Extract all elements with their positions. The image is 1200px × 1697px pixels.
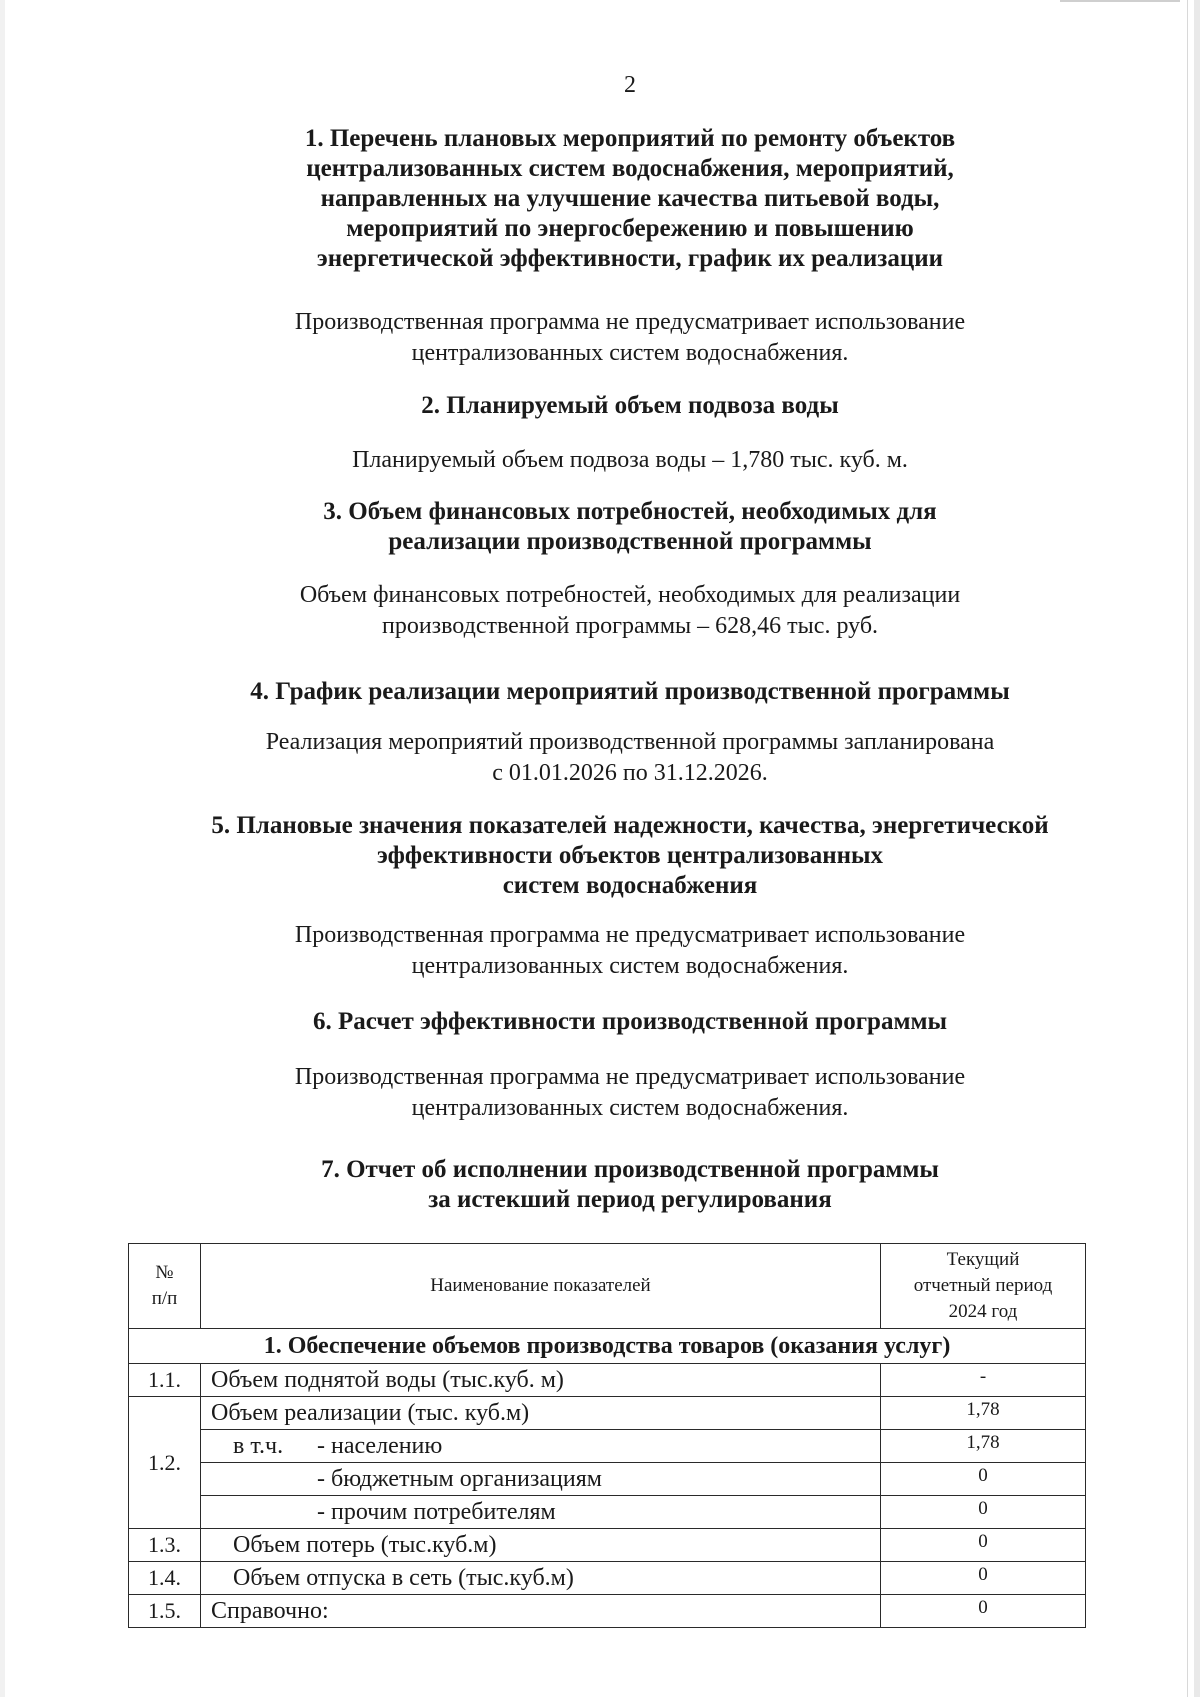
- header-period: Текущий отчетный период 2024 год: [881, 1244, 1086, 1329]
- row-prefix: в т.ч.: [233, 1432, 284, 1459]
- section-2-text: Планируемый объем подвоза воды – 1,780 тыс. куб. м.: [352, 447, 908, 473]
- section-3-heading: 3. Объем финансовых потребностей, необходимых для реализации производственной программы: [323, 498, 937, 555]
- table-section-row: [129, 1329, 1086, 1364]
- table-row: [129, 1364, 1086, 1397]
- row-num: 1.2.: [129, 1397, 201, 1529]
- row-name: Объем потерь (тыс.куб.м): [201, 1529, 881, 1562]
- section-4-text: Реализация мероприятий производственной программы запланирована с 01.01.2026 по 31.12.2026.: [265, 729, 995, 786]
- row-name: Объем поднятой воды (тыс.куб. м): [201, 1364, 881, 1397]
- table-row: [129, 1463, 1086, 1496]
- section-2-heading: 2. Планируемый объем подвоза воды: [421, 392, 839, 419]
- row-value: 0: [881, 1529, 1086, 1562]
- section-5-text: Производственная программа не предусматривает использование централизованных систем водоснабжения.: [294, 922, 966, 979]
- section-7-heading: 7. Отчет об исполнении производственной программы за истекший период регулирования: [321, 1156, 939, 1213]
- table-row: [129, 1529, 1086, 1562]
- page-number: 2: [624, 72, 636, 98]
- section-1-text: Производственная программа не предусматривает использование централизованных систем водоснабжения.: [294, 309, 966, 366]
- row-value: 0: [881, 1595, 1086, 1628]
- row-name: - бюджетным организациям: [201, 1463, 881, 1496]
- report-table: [128, 1243, 1086, 1628]
- row-value: 0: [881, 1463, 1086, 1496]
- section-row-title: 1. Обеспечение объемов производства товаров (оказания услуг): [129, 1329, 1086, 1364]
- table-header-row: [129, 1244, 1086, 1329]
- section-6-heading: 6. Расчет эффективности производственной программы: [312, 1008, 948, 1035]
- table-row: [129, 1430, 1086, 1463]
- section-1-heading: 1. Перечень плановых мероприятий по ремонту объектов централизованных систем водоснабжения, мероприятий, направленных на улучшение качества питьевой воды, мероприятий по энергосбережению и повышению энергетической эффективности, график их реализации: [304, 125, 956, 272]
- row-value: 0: [881, 1562, 1086, 1595]
- row-num: 1.5.: [129, 1595, 201, 1628]
- table-row: [129, 1562, 1086, 1595]
- header-num: № п/п: [129, 1244, 201, 1329]
- table-row: [129, 1496, 1086, 1529]
- row-name: [201, 1430, 881, 1463]
- row-num: 1.1.: [129, 1364, 201, 1397]
- table-row: [129, 1397, 1086, 1430]
- row-name: Объем реализации (тыс. куб.м): [201, 1397, 881, 1430]
- row-name: Объем отпуска в сеть (тыс.куб.м): [201, 1562, 881, 1595]
- header-name: Наименование показателей: [201, 1244, 881, 1329]
- row-name-text: - населению: [317, 1432, 443, 1459]
- scan-mark: [1060, 0, 1180, 2]
- row-name: Справочно:: [201, 1595, 881, 1628]
- section-3-text: Объем финансовых потребностей, необходимых для реализации производственной программы – 628,46 тыс. руб.: [299, 582, 961, 639]
- row-num: 1.3.: [129, 1529, 201, 1562]
- row-value: 1,78: [881, 1430, 1086, 1463]
- section-4-heading: 4. График реализации мероприятий производственной программы: [250, 678, 1010, 705]
- section-5-heading: 5. Плановые значения показателей надежности, качества, энергетической эффективности объектов централизованных систем водоснабжения: [211, 812, 1049, 899]
- row-name: - прочим потребителям: [201, 1496, 881, 1529]
- row-value: 1,78: [881, 1397, 1086, 1430]
- row-num: 1.4.: [129, 1562, 201, 1595]
- row-value: -: [881, 1364, 1086, 1397]
- table-row: [129, 1595, 1086, 1628]
- section-6-text: Производственная программа не предусматривает использование централизованных систем водоснабжения.: [294, 1064, 966, 1121]
- row-value: 0: [881, 1496, 1086, 1529]
